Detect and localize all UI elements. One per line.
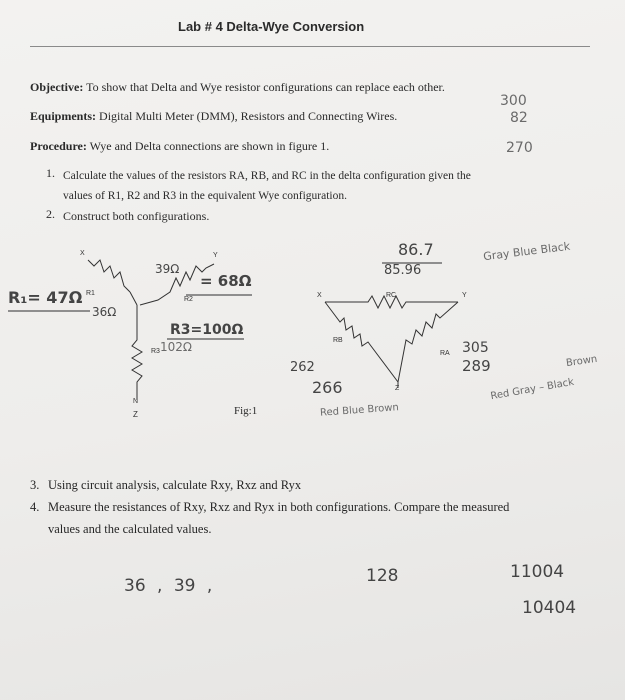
delta-node-x: X: [317, 292, 322, 299]
hand-rb-value: 262: [290, 360, 315, 375]
equipments-text: Digital Multi Meter (DMM), Resistors and Connecting Wires.: [99, 109, 398, 123]
delta-node-z: Z: [395, 385, 400, 392]
delta-label-ra: RA: [440, 350, 450, 357]
equipments-label: Equipments:: [30, 109, 97, 123]
delta-ra-resistor: [398, 302, 458, 382]
hand-rb-color-code: Red Blue Brown: [319, 402, 400, 419]
delta-label-rc: RC: [386, 292, 397, 299]
delta-label-rb: RB: [333, 337, 343, 344]
wye-node-y: Y: [213, 252, 218, 259]
objective-label: Objective:: [30, 80, 84, 94]
wye-r1-resistor: [88, 260, 130, 292]
wye-node-x: X: [80, 250, 85, 257]
question-4-line-2: values and the calculated values.: [48, 522, 212, 536]
hand-answer-10404: 10404: [522, 598, 577, 618]
margin-note-300: 300: [500, 93, 527, 109]
hand-r3-measured: 102Ω: [160, 340, 193, 354]
step-1-line-1: Calculate the values of the resistors RA, RB, and RC in the delta configuration given the: [63, 170, 471, 182]
step-2-number: 2.: [46, 207, 55, 221]
margin-note-82: 82: [510, 110, 528, 126]
question-4-line-1: Measure the resistances of Rxy, Rxz and Ryx in both configurations. Compare the measured: [48, 500, 510, 514]
question-4-number: 4.: [30, 500, 40, 514]
objective-text: To show that Delta and Wye resistor configurations can replace each other.: [86, 80, 445, 94]
wye-label-r3: R3: [151, 348, 160, 355]
margin-note-270: 270: [506, 140, 533, 156]
hand-r1-measured: 36Ω: [92, 305, 117, 319]
hand-r2-measured: = 68Ω: [200, 272, 252, 290]
hand-ra-value: 305: [462, 340, 489, 356]
procedure-label: Procedure:: [30, 139, 87, 153]
hand-r2-value: 39Ω: [155, 262, 180, 276]
hand-rc-value: 86.7: [398, 240, 434, 259]
question-3-number: 3.: [30, 478, 40, 492]
step-1-line-2: values of R1, R2 and R3 in the equivalent Wye configuration.: [63, 190, 347, 202]
hand-answer-128: 128: [366, 566, 399, 586]
hand-answer-11004: 11004: [510, 562, 565, 582]
hand-rc-color-code: Gray Blue Black: [482, 239, 571, 264]
page-title: Lab # 4 Delta-Wye Conversion: [178, 19, 365, 34]
hand-rc-measured: 85.96: [384, 263, 422, 278]
wye-r3-resistor: [132, 305, 142, 400]
wye-label-r2: R2: [184, 296, 193, 303]
hand-rb-measured: 266: [312, 378, 343, 397]
question-3-text: Using circuit analysis, calculate Rxy, Rxz and Ryx: [48, 478, 302, 492]
hand-answer-36-39: 36 , 39 ,: [124, 576, 213, 596]
hand-ra-color-code-2: Red Gray – Black: [489, 376, 575, 403]
figure-caption: Fig:1: [234, 405, 258, 417]
wye-node-n: N: [133, 398, 139, 405]
hand-r1-value: R₁= 47Ω: [8, 288, 83, 307]
hand-r3-value: R3=100Ω: [170, 322, 244, 338]
delta-node-y: Y: [462, 292, 467, 299]
hand-ra-color-code-1: Brown: [565, 353, 599, 370]
step-2-line-1: Construct both configurations.: [63, 209, 210, 223]
wye-label-r1: R1: [86, 290, 95, 297]
wye-label-z: Z: [133, 410, 138, 419]
hand-ra-measured: 289: [462, 357, 491, 375]
step-1-number: 1.: [46, 166, 55, 180]
procedure-text: Wye and Delta connections are shown in figure 1.: [89, 139, 330, 153]
